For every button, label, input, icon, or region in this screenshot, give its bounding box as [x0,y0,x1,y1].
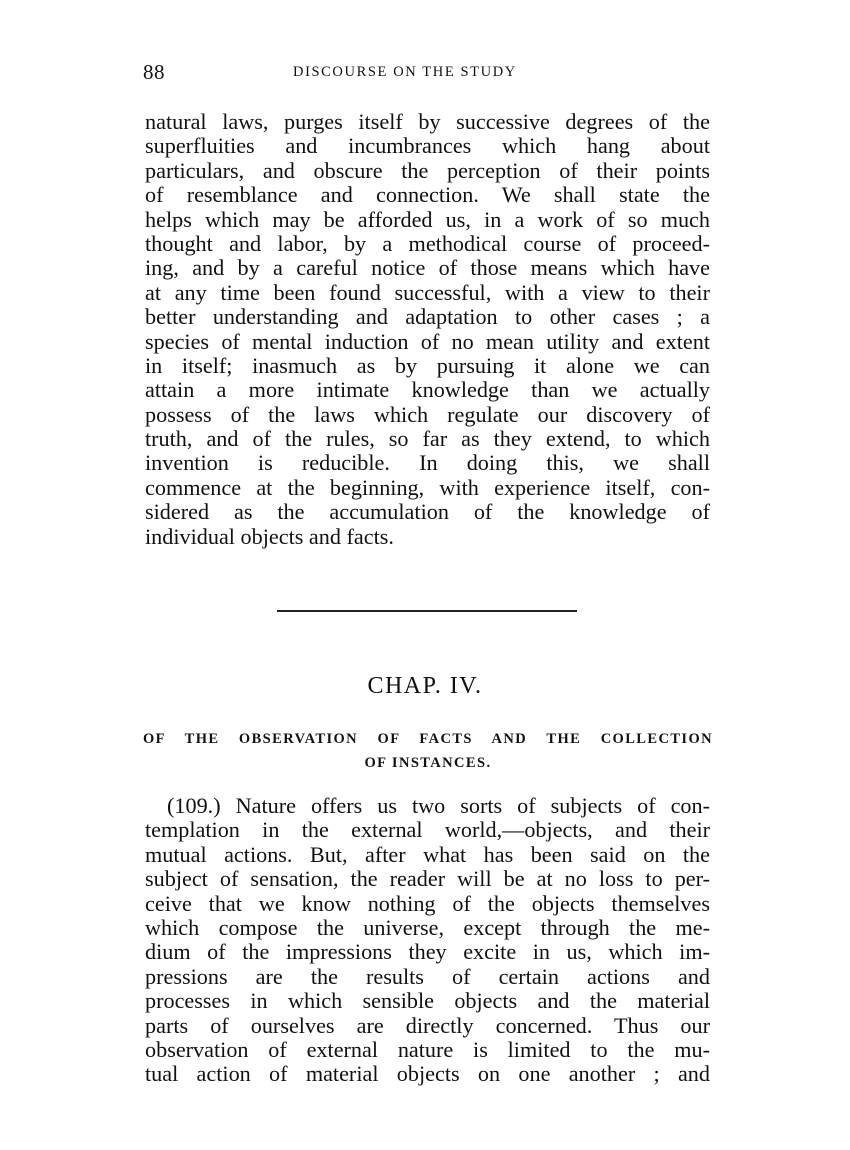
text-line: particulars, and obscure the perception of their points [145,157,710,183]
text-line: dium of the impressions they excite in us, which im- [145,939,710,965]
text-line: better understanding and adaptation to other cases ; a [145,304,710,330]
text-line: ceive that we know nothing of the objects themselves [145,890,710,916]
paragraph-1 [145,110,710,549]
section-divider [277,610,577,612]
text-line: possess of the laws which regulate our discovery of [145,401,710,427]
text-line: templation in the external world,—objects, and their [145,817,710,843]
text-line: ing, and by a careful notice of those means which have [145,255,710,281]
text-line: superfluities and incumbrances which hang about [145,133,710,159]
text-line: at any time been found successful, with a view to their [145,279,710,305]
running-head [143,60,710,88]
chapter-title: CHAP. IV. [367,673,483,699]
text-line: parts of ourselves are directly concerned. Thus our [145,1012,710,1038]
paragraph-109 [145,794,710,1087]
text-line: helps which may be afforded us, in a work of so much [145,206,710,232]
text-line: invention is reducible. In doing this, we shall [145,450,710,476]
text-line: natural laws, purges itself by successive degrees of the [145,109,710,134]
text-line: processes in which sensible objects and the material [145,988,710,1014]
chapter-subtitle-line: OF THE OBSERVATION OF FACTS AND THE COLLECTION [143,731,713,747]
chapter-subtitle [143,727,713,775]
text-line: attain a more intimate knowledge than we actually [145,377,710,403]
text-line: sidered as the accumulation of the knowledge of [145,499,710,525]
text-line: species of mental induction of no mean utility and extent [145,328,710,354]
text-line: subject of sensation, the reader will be at no loss to per- [145,866,710,892]
text-line: individual objects and facts. [145,523,394,549]
text-line: thought and labor, by a methodical course of proceed- [145,230,710,256]
text-line: tual action of material objects on one another ; and [145,1061,710,1087]
text-line: pressions are the results of certain actions and [145,963,710,989]
text-line: in itself; inasmuch as by pursuing it alone we can [145,352,710,378]
text-line: observation of external nature is limited to the mu- [145,1036,710,1062]
running-title: DISCOURSE ON THE STUDY [293,64,517,80]
text-line: which compose the universe, except through the me- [145,914,710,940]
chapter-subtitle-line: OF INSTANCES. [364,755,492,771]
text-line: of resemblance and connection. We shall state the [145,182,710,208]
text-line: (109.) Nature offers us two sorts of subjects of con- [167,793,710,818]
page-number: 88 [143,60,165,84]
text-line: commence at the beginning, with experience itself, con- [145,474,710,500]
text-line: truth, and of the rules, so far as they extend, to which [145,426,710,452]
text-line: mutual actions. But, after what has been said on the [145,841,710,867]
